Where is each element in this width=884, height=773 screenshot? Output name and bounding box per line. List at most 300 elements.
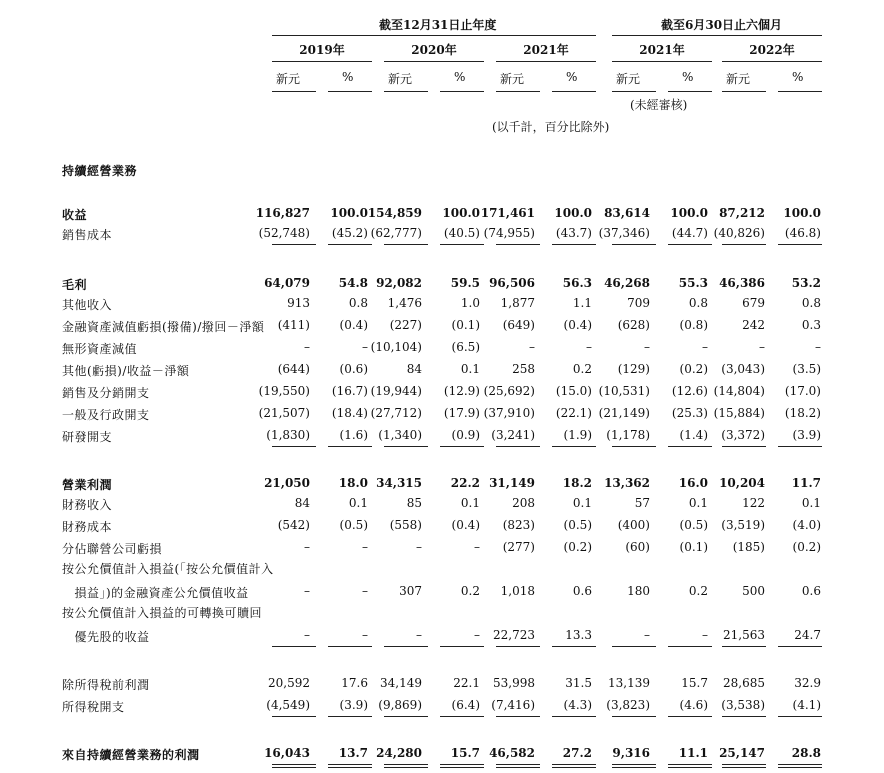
total-double-rule — [552, 764, 596, 765]
amount-cell: – — [304, 340, 310, 354]
percent-cell: (0.5) — [339, 518, 368, 532]
amount-cell: 180 — [627, 584, 650, 598]
amount-cell: (3,823) — [606, 698, 650, 712]
amount-cell: 31,149 — [489, 476, 535, 490]
amount-cell: (10,531) — [598, 384, 650, 398]
total-double-rule — [496, 767, 540, 768]
amount-cell: 1,476 — [387, 296, 422, 310]
amount-cell: 171,461 — [480, 206, 535, 220]
row-label: 除所得稅前利潤 — [62, 678, 150, 692]
row-label: 一般及行政開支 — [62, 408, 150, 422]
subtotal-rule — [778, 244, 822, 245]
unit-rule — [552, 91, 596, 92]
amount-cell: (37,346) — [598, 226, 650, 240]
percent-cell: 0.8 — [801, 296, 821, 310]
percent-cell: (12.9) — [443, 384, 480, 398]
subtotal-rule — [272, 646, 316, 647]
amount-cell: (40,826) — [713, 226, 765, 240]
subtotal-rule — [496, 244, 540, 245]
amount-cell: (400) — [617, 518, 650, 532]
percent-cell: 100.0 — [670, 206, 708, 220]
amount-cell: 22,723 — [493, 628, 535, 642]
amount-cell: (277) — [502, 540, 535, 554]
subtotal-rule — [496, 446, 540, 447]
amount-cell: 84 — [406, 362, 422, 376]
amount-cell: (3,043) — [721, 362, 765, 376]
amount-cell: – — [529, 340, 535, 354]
percent-cell: (0.2) — [563, 540, 592, 554]
row-label: 金融資產減值虧損(撥備)/撥回－淨額 — [62, 320, 265, 334]
percent-cell: (0.5) — [679, 518, 708, 532]
row-label: 分佔聯營公司虧損 — [62, 542, 163, 556]
amount-cell: 709 — [627, 296, 650, 310]
percent-cell: (17.9) — [443, 406, 480, 420]
row-label: 按公允價值計入損益(「按公允價值計入 — [62, 562, 274, 576]
subtotal-rule — [384, 716, 428, 717]
total-double-rule — [272, 767, 316, 768]
total-double-rule — [272, 764, 316, 765]
amount-cell: (3,372) — [721, 428, 765, 442]
unaudited-note: (未經審核) — [630, 98, 688, 112]
total-double-rule — [722, 764, 766, 765]
percent-cell: 56.3 — [562, 276, 592, 290]
amount-cell: (542) — [277, 518, 310, 532]
subtotal-rule — [440, 446, 484, 447]
percent-cell: 15.7 — [450, 746, 480, 760]
amount-cell: 21,563 — [723, 628, 765, 642]
unit-rule — [384, 91, 428, 92]
total-double-rule — [328, 767, 372, 768]
subtotal-rule — [778, 646, 822, 647]
percent-cell: (0.2) — [679, 362, 708, 376]
amount-cell: 258 — [512, 362, 535, 376]
row-label: 損益」)的金融資產公允價值收益 — [62, 586, 249, 600]
percent-cell: 100.0 — [783, 206, 821, 220]
amount-cell: 10,204 — [719, 476, 765, 490]
unit-rule — [496, 91, 540, 92]
percent-cell: 0.8 — [348, 296, 368, 310]
subtotal-rule — [668, 446, 712, 447]
amount-cell: (62,777) — [370, 226, 422, 240]
percent-cell: 0.1 — [460, 362, 480, 376]
percent-cell: (3.9) — [792, 428, 821, 442]
amount-cell: 913 — [287, 296, 310, 310]
amount-cell: 87,212 — [719, 206, 765, 220]
subtotal-rule — [722, 244, 766, 245]
row-label: 所得稅開支 — [62, 700, 125, 714]
percent-cell: 0.1 — [801, 496, 821, 510]
percent-cell: (15.0) — [555, 384, 592, 398]
amount-cell: 46,386 — [719, 276, 765, 290]
amount-cell: (25,692) — [483, 384, 535, 398]
subtotal-rule — [272, 716, 316, 717]
amount-cell: 64,079 — [264, 276, 310, 290]
subtotal-rule — [440, 716, 484, 717]
amount-cell: 24,280 — [376, 746, 422, 760]
total-double-rule — [328, 764, 372, 765]
percent-cell: 54.8 — [338, 276, 368, 290]
percent-cell: – — [474, 628, 480, 642]
amount-cell: (644) — [277, 362, 310, 376]
percent-cell: – — [362, 340, 368, 354]
amount-cell: – — [304, 540, 310, 554]
amount-cell: 84 — [294, 496, 310, 510]
percent-cell: (40.5) — [443, 226, 480, 240]
subtotal-rule — [384, 244, 428, 245]
percent-cell: 27.2 — [562, 746, 592, 760]
row-label: 來自持續經營業務的利潤 — [62, 748, 200, 762]
subtotal-rule — [384, 446, 428, 447]
row-label: 銷售及分銷開支 — [62, 386, 150, 400]
amount-cell: 57 — [634, 496, 650, 510]
percent-cell: 0.2 — [460, 584, 480, 598]
percent-cell: 100.0 — [442, 206, 480, 220]
amount-cell: 34,315 — [376, 476, 422, 490]
amount-cell: (185) — [732, 540, 765, 554]
amount-cell: (15,884) — [713, 406, 765, 420]
percent-cell: 22.2 — [450, 476, 480, 490]
row-label: 無形資產減值 — [62, 342, 138, 356]
amount-cell: 28,685 — [723, 676, 765, 690]
unit-currency-label: 新元 — [726, 72, 751, 86]
unit-currency-label: 新元 — [388, 72, 413, 86]
percent-cell: (0.9) — [451, 428, 480, 442]
amount-cell: 154,859 — [367, 206, 422, 220]
unit-percent-label: % — [566, 70, 578, 84]
amount-cell: (60) — [625, 540, 650, 554]
amount-cell: (823) — [502, 518, 535, 532]
amount-cell: (37,910) — [483, 406, 535, 420]
row-label: 財務收入 — [62, 498, 113, 512]
subtotal-rule — [778, 716, 822, 717]
percent-cell: (0.6) — [339, 362, 368, 376]
percent-cell: 59.5 — [450, 276, 480, 290]
subtotal-rule — [722, 646, 766, 647]
total-double-rule — [778, 764, 822, 765]
unit-rule — [328, 91, 372, 92]
amount-cell: 1,018 — [500, 584, 535, 598]
year-rule-2019 — [272, 61, 372, 62]
amount-cell: (411) — [277, 318, 310, 332]
amount-cell: (558) — [389, 518, 422, 532]
total-double-rule — [668, 764, 712, 765]
subtotal-rule — [384, 646, 428, 647]
subtotal-rule — [778, 446, 822, 447]
amount-cell: (19,944) — [370, 384, 422, 398]
row-label: 按公允價值計入損益的可轉換可贖回 — [62, 606, 263, 620]
percent-cell: (46.8) — [784, 226, 821, 240]
subtotal-rule — [668, 716, 712, 717]
percent-cell: (1.4) — [679, 428, 708, 442]
amount-cell: (10,104) — [370, 340, 422, 354]
amount-cell: 122 — [742, 496, 765, 510]
total-double-rule — [612, 767, 656, 768]
header-group-half: 截至6月30日止六個月 — [661, 18, 783, 32]
amount-cell: – — [644, 340, 650, 354]
total-double-rule — [384, 764, 428, 765]
total-double-rule — [496, 764, 540, 765]
percent-cell: (12.6) — [671, 384, 708, 398]
percent-cell: (45.2) — [331, 226, 368, 240]
amount-cell: 21,050 — [264, 476, 310, 490]
amount-cell: (1,178) — [606, 428, 650, 442]
subtotal-rule — [272, 446, 316, 447]
amount-cell: 1,877 — [500, 296, 535, 310]
header-group-annual: 截至12月31日止年度 — [379, 18, 497, 32]
year-header-2021: 2021年 — [523, 43, 569, 57]
amount-cell: – — [644, 628, 650, 642]
percent-cell: 28.8 — [791, 746, 821, 760]
percent-cell: – — [362, 584, 368, 598]
percent-cell: (0.8) — [679, 318, 708, 332]
subtotal-rule — [272, 244, 316, 245]
amount-cell: 500 — [742, 584, 765, 598]
subtotal-rule — [496, 716, 540, 717]
row-label: 收益 — [62, 208, 88, 222]
amount-cell: 46,268 — [604, 276, 650, 290]
header-group-half-rule — [612, 35, 822, 36]
subtotal-rule — [668, 244, 712, 245]
percent-cell: (22.1) — [555, 406, 592, 420]
amount-cell: (628) — [617, 318, 650, 332]
unit-rule — [440, 91, 484, 92]
amount-cell: 53,998 — [493, 676, 535, 690]
amount-cell: 16,043 — [264, 746, 310, 760]
subtotal-rule — [552, 716, 596, 717]
amount-cell: (3,538) — [721, 698, 765, 712]
row-label: 財務成本 — [62, 520, 113, 534]
percent-cell: (0.5) — [563, 518, 592, 532]
percent-cell: (44.7) — [671, 226, 708, 240]
percent-cell: 17.6 — [341, 676, 368, 690]
year-rule-2021-half — [612, 61, 712, 62]
percent-cell: – — [815, 340, 821, 354]
percent-cell: 31.5 — [565, 676, 592, 690]
percent-cell: (0.4) — [451, 518, 480, 532]
year-header-2019: 2019年 — [299, 43, 345, 57]
unit-rule — [612, 91, 656, 92]
unit-currency-label: 新元 — [276, 72, 301, 86]
amount-cell: 34,149 — [380, 676, 422, 690]
amount-cell: (74,955) — [483, 226, 535, 240]
percent-cell: 11.1 — [678, 746, 708, 760]
total-double-rule — [440, 764, 484, 765]
amount-cell: (9,869) — [378, 698, 422, 712]
subtotal-rule — [722, 446, 766, 447]
section-title: 持續經營業務 — [62, 164, 138, 178]
amount-cell: (21,507) — [258, 406, 310, 420]
amount-cell: 83,614 — [604, 206, 650, 220]
unit-percent-label: % — [682, 70, 694, 84]
percent-cell: (18.4) — [331, 406, 368, 420]
subtotal-rule — [612, 244, 656, 245]
year-rule-2021 — [496, 61, 596, 62]
subtotal-rule — [552, 244, 596, 245]
percent-cell: – — [702, 628, 708, 642]
percent-cell: (0.4) — [339, 318, 368, 332]
percent-cell: 0.8 — [688, 296, 708, 310]
percent-cell: (0.1) — [451, 318, 480, 332]
subtotal-rule — [722, 716, 766, 717]
amount-cell: – — [416, 540, 422, 554]
percent-cell: 1.0 — [460, 296, 480, 310]
percent-cell: 22.1 — [453, 676, 480, 690]
percent-cell: 15.7 — [681, 676, 708, 690]
percent-cell: (0.1) — [679, 540, 708, 554]
percent-cell: (18.2) — [784, 406, 821, 420]
percent-cell: (43.7) — [555, 226, 592, 240]
percent-cell: (3.9) — [339, 698, 368, 712]
percent-cell: (4.1) — [792, 698, 821, 712]
subtotal-rule — [552, 646, 596, 647]
amount-cell: – — [304, 584, 310, 598]
percent-cell: 0.1 — [572, 496, 592, 510]
amount-cell: – — [759, 340, 765, 354]
row-label: 營業利潤 — [62, 478, 113, 492]
percent-cell: 0.6 — [572, 584, 592, 598]
amount-cell: (19,550) — [258, 384, 310, 398]
percent-cell: 32.9 — [794, 676, 821, 690]
total-double-rule — [778, 767, 822, 768]
amount-cell: 307 — [399, 584, 422, 598]
percent-cell: 0.6 — [801, 584, 821, 598]
percent-cell: 0.1 — [460, 496, 480, 510]
subtotal-rule — [328, 716, 372, 717]
unit-rule — [668, 91, 712, 92]
percent-cell: 0.2 — [572, 362, 592, 376]
unit-rule — [272, 91, 316, 92]
percent-cell: (4.6) — [679, 698, 708, 712]
amount-cell: (52,748) — [258, 226, 310, 240]
amount-cell: 20,592 — [268, 676, 310, 690]
amount-cell: (1,340) — [378, 428, 422, 442]
percent-cell: 0.3 — [801, 318, 821, 332]
amount-cell: (4,549) — [266, 698, 310, 712]
percent-cell: (4.3) — [563, 698, 592, 712]
amount-cell: (14,804) — [713, 384, 765, 398]
amount-cell: (7,416) — [491, 698, 535, 712]
percent-cell: 24.7 — [794, 628, 821, 642]
total-double-rule — [612, 764, 656, 765]
total-double-rule — [552, 767, 596, 768]
percent-cell: (25.3) — [671, 406, 708, 420]
percent-cell: (0.4) — [563, 318, 592, 332]
total-double-rule — [384, 767, 428, 768]
total-double-rule — [668, 767, 712, 768]
row-label: 毛利 — [62, 278, 88, 292]
amount-cell: 116,827 — [255, 206, 310, 220]
subtotal-rule — [328, 446, 372, 447]
percent-cell: – — [474, 540, 480, 554]
percent-cell: (1.6) — [339, 428, 368, 442]
unit-rule — [722, 91, 766, 92]
percent-cell: 100.0 — [554, 206, 592, 220]
subtotal-rule — [440, 646, 484, 647]
subtotal-rule — [496, 646, 540, 647]
amount-cell: (1,830) — [266, 428, 310, 442]
amount-cell: (227) — [389, 318, 422, 332]
percent-cell: – — [362, 540, 368, 554]
percent-cell: (0.2) — [792, 540, 821, 554]
unit-percent-label: % — [792, 70, 804, 84]
percent-cell: 18.2 — [562, 476, 592, 490]
percent-cell: 16.0 — [678, 476, 708, 490]
amount-cell: 242 — [742, 318, 765, 332]
percent-cell: 13.3 — [565, 628, 592, 642]
amount-cell: 46,582 — [489, 746, 535, 760]
total-double-rule — [722, 767, 766, 768]
row-label: 其他(虧損)/收益－淨額 — [62, 364, 190, 378]
amount-cell: 85 — [406, 496, 422, 510]
amount-cell: (3,519) — [721, 518, 765, 532]
percent-cell: 100.0 — [330, 206, 368, 220]
amount-cell: (27,712) — [370, 406, 422, 420]
percent-cell: 18.0 — [338, 476, 368, 490]
amount-cell: 96,506 — [489, 276, 535, 290]
thousands-note: (以千計，百分比除外) — [492, 120, 610, 134]
subtotal-rule — [328, 646, 372, 647]
percent-cell: – — [362, 628, 368, 642]
percent-cell: 0.2 — [688, 584, 708, 598]
percent-cell: (4.0) — [792, 518, 821, 532]
percent-cell: 0.1 — [348, 496, 368, 510]
unit-currency-label: 新元 — [500, 72, 525, 86]
percent-cell: – — [586, 340, 592, 354]
subtotal-rule — [612, 446, 656, 447]
unit-percent-label: % — [342, 70, 354, 84]
amount-cell: (129) — [617, 362, 650, 376]
subtotal-rule — [552, 446, 596, 447]
unit-currency-label: 新元 — [616, 72, 641, 86]
row-label: 其他收入 — [62, 298, 113, 312]
percent-cell: 13.7 — [338, 746, 368, 760]
amount-cell: 13,362 — [604, 476, 650, 490]
row-label: 研發開支 — [62, 430, 113, 444]
percent-cell: (3.5) — [792, 362, 821, 376]
percent-cell: (1.9) — [563, 428, 592, 442]
percent-cell: – — [702, 340, 708, 354]
amount-cell: 92,082 — [376, 276, 422, 290]
row-label: 銷售成本 — [62, 228, 113, 242]
percent-cell: 0.1 — [688, 496, 708, 510]
year-header-2022-half: 2022年 — [749, 43, 795, 57]
header-group-annual-rule — [272, 35, 596, 36]
subtotal-rule — [328, 244, 372, 245]
year-header-2021-half: 2021年 — [639, 43, 685, 57]
year-rule-2022-half — [722, 61, 822, 62]
amount-cell: (3,241) — [491, 428, 535, 442]
percent-cell: 1.1 — [572, 296, 592, 310]
amount-cell: 13,139 — [608, 676, 650, 690]
subtotal-rule — [612, 646, 656, 647]
amount-cell: (649) — [502, 318, 535, 332]
percent-cell: (6.4) — [451, 698, 480, 712]
unit-percent-label: % — [454, 70, 466, 84]
total-double-rule — [440, 767, 484, 768]
amount-cell: 679 — [742, 296, 765, 310]
amount-cell: 9,316 — [612, 746, 650, 760]
year-header-2020: 2020年 — [411, 43, 457, 57]
percent-cell: (17.0) — [784, 384, 821, 398]
subtotal-rule — [612, 716, 656, 717]
amount-cell: – — [416, 628, 422, 642]
percent-cell: (6.5) — [451, 340, 480, 354]
amount-cell: 25,147 — [719, 746, 765, 760]
subtotal-rule — [668, 646, 712, 647]
year-rule-2020 — [384, 61, 484, 62]
subtotal-rule — [440, 244, 484, 245]
amount-cell: (21,149) — [598, 406, 650, 420]
